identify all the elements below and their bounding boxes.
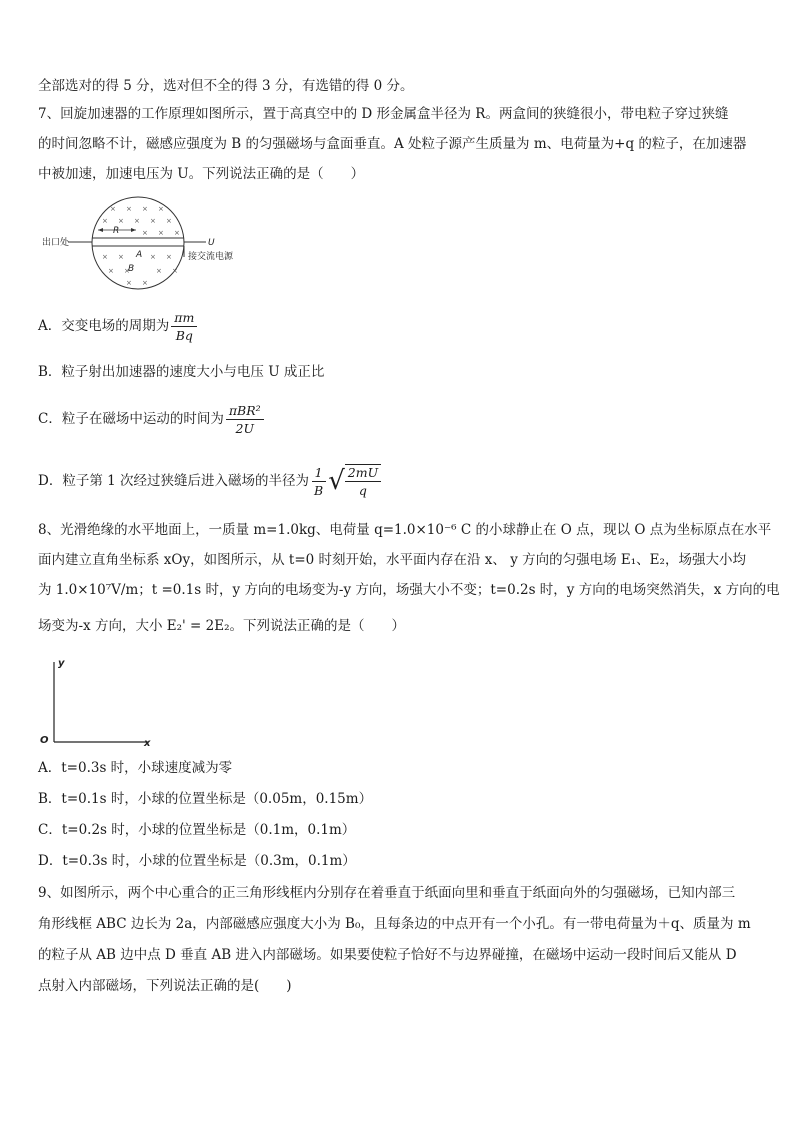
q8-stem-line-1: 8、光滑绝缘的水平地面上，一质量 m=1.0kg、电荷量 q=1.0×10⁻⁶ C 的小球静止在 O 点，现以 O 点为坐标原点在水平 bbox=[38, 522, 772, 538]
square-root: √ $\frac{2mU}{q}$ bbox=[328, 464, 381, 498]
q8-option-c[interactable]: C．t=0.2s 时，小球的位置坐标是（0.1m，0.1m） bbox=[38, 822, 356, 838]
field-cross: × bbox=[166, 253, 172, 261]
field-cross: × bbox=[126, 279, 132, 287]
field-cross: × bbox=[158, 229, 164, 237]
field-cross: × bbox=[118, 253, 124, 261]
q8-option-a[interactable]: A．t=0.3s 时，小球速度减为零 bbox=[38, 760, 233, 776]
field-cross: × bbox=[134, 217, 140, 225]
y-axis-label: y bbox=[58, 658, 65, 669]
q7-option-d[interactable]: D．粒子第 1 次经过狭缝后进入磁场的半径为 $\frac{1}{B}$ √ $\frac{2mU}{q}$ bbox=[38, 460, 381, 502]
origin-label: O bbox=[40, 735, 49, 746]
field-cross: × bbox=[124, 267, 130, 275]
voltage-u-label: U bbox=[208, 238, 215, 248]
field-cross: × bbox=[110, 205, 116, 213]
field-cross: × bbox=[150, 217, 156, 225]
q9-stem-line-1: 9、如图所示，两个中心重合的正三角形线框内分别存在着垂直于纸面向里和垂直于纸面向外的匀强磁场，已知内部三 bbox=[38, 885, 736, 901]
cyclotron-figure bbox=[38, 195, 248, 295]
q9-stem-line-2: 角形线框 ABC 边长为 2a，内部磁感应强度大小为 B₀，且每条边的中点开有一个小孔。有一带电荷量为＋q、质量为 m bbox=[38, 916, 751, 932]
q9-stem-line-3: 的粒子从 AB 边中点 D 垂直 AB 进入内部磁场。如果要使粒子恰好不与边界碰撞，在磁场中运动一段时间后又能从 D bbox=[38, 947, 737, 963]
q9-stem-line-4: 点射入内部磁场，下列说法正确的是( ) bbox=[38, 978, 292, 994]
fraction: $\frac{\pi m}{Bq}$ bbox=[171, 310, 197, 343]
radius-label: R bbox=[113, 226, 120, 236]
field-cross: × bbox=[142, 279, 148, 287]
ac-source-label: 接交流电源 bbox=[188, 252, 234, 262]
q7-option-a[interactable]: A．交变电场的周期为 $\frac{\pi m}{Bq}$ bbox=[38, 308, 197, 344]
field-cross: × bbox=[142, 229, 148, 237]
q7-stem-line-3: 中被加速，加速电压为 U。下列说法正确的是（ ） bbox=[38, 166, 365, 182]
q7-option-b[interactable]: B．粒子射出加速器的速度大小与电压 U 成正比 bbox=[38, 364, 325, 380]
field-cross: × bbox=[102, 217, 108, 225]
q7-stem-line-1: 7、回旋加速器的工作原理如图所示，置于高真空中的 D 形金属盒半径为 R。两盒间的狭缝很小，带电粒子穿过狭缝 bbox=[38, 106, 729, 122]
fraction: $\frac{\text{πBR²}}{2U}$ bbox=[226, 403, 264, 436]
q7-option-c[interactable]: C．粒子在磁场中运动的时间为 $\frac{\text{πBR²}}{2U}$ bbox=[38, 398, 264, 440]
fraction: $\frac{1}{B}$ bbox=[311, 465, 326, 498]
field-cross: × bbox=[172, 267, 178, 275]
scoring-rule-line: 全部选对的得 5 分，选对但不全的得 3 分，有选错的得 0 分。 bbox=[38, 78, 414, 94]
field-cross: × bbox=[108, 267, 114, 275]
field-cross: × bbox=[142, 205, 148, 213]
field-cross: × bbox=[174, 229, 180, 237]
source-a-label: A bbox=[136, 250, 143, 260]
q8-option-d[interactable]: D．t=0.3s 时，小球的位置坐标是（0.3m，0.1m） bbox=[38, 853, 356, 869]
q8-stem-line-4: 场变为-x 方向，大小 E₂' = 2E₂。下列说法正确的是（ ） bbox=[38, 618, 405, 634]
q8-option-b[interactable]: B．t=0.1s 时，小球的位置坐标是（0.05m，0.15m） bbox=[38, 791, 373, 807]
field-cross: × bbox=[156, 267, 162, 275]
field-cross: × bbox=[102, 253, 108, 261]
xoy-axes-figure bbox=[38, 650, 168, 750]
q7-stem-line-2: 的时间忽略不计，磁感应强度为 B 的匀强磁场与盒面垂直。A 处粒子源产生质量为 m、电荷量为+q 的粒子，在加速器 bbox=[38, 136, 747, 152]
field-cross: × bbox=[118, 217, 124, 225]
field-cross: × bbox=[150, 253, 156, 261]
exit-label: 出口处 bbox=[42, 238, 70, 248]
field-cross: × bbox=[126, 205, 132, 213]
field-cross: × bbox=[166, 217, 172, 225]
q8-stem-line-3: 为 1.0×10⁷V/m；t =0.1s 时，y 方向的电场变为-y 方向，场强大小不变；t=0.2s 时，y 方向的电场突然消失，x 方向的电 bbox=[38, 582, 780, 598]
field-b-label: B bbox=[128, 264, 135, 274]
field-cross: × bbox=[158, 205, 164, 213]
x-axis-label: x bbox=[144, 738, 151, 749]
q8-stem-line-2: 面内建立直角坐标系 xOy，如图所示，从 t=0 时刻开始，水平面内存在沿 x、 y 方向的匀强电场 E₁、E₂，场强大小均 bbox=[38, 552, 746, 568]
